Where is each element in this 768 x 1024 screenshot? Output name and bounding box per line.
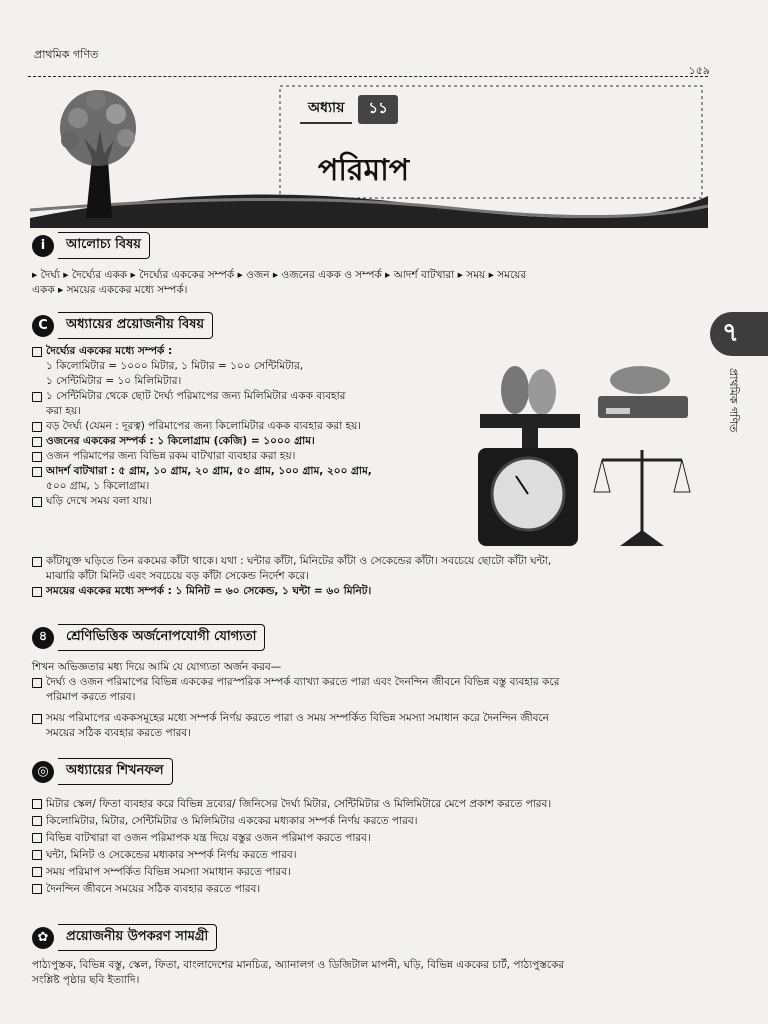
- chapter-number: ১১: [358, 95, 397, 124]
- checkbox-bullet-icon: [32, 452, 42, 462]
- list-item: বিভিন্ন বাটখারা বা ওজন পরিমাপক যন্ত্র দিয়ে বস্তুর ওজন পরিমাপ করতে পারব।: [32, 830, 722, 847]
- section-title: অধ্যায়ের শিখনফল: [58, 758, 173, 785]
- section-materials-heading: [32, 924, 217, 951]
- list-item: ১ সেন্টিমিটার থেকে ছোট দৈর্ঘ্য পরিমাপের জন্য মিলিমিটার একক ব্যবহার: [32, 389, 462, 404]
- papaya-icon: [501, 366, 529, 414]
- weighing-scales-illustration: [470, 360, 700, 550]
- list-item: বড় দৈর্ঘ্য (যেমন : দূরত্ব) পরিমাপের জন্য কিলোমিটার একক ব্যবহার করা হয়।: [32, 419, 462, 434]
- section-outcomes-heading: [32, 758, 173, 785]
- topics-list: [32, 268, 712, 298]
- list-item: ওজন পরিমাপের জন্য বিভিন্ন রকম বাটখারা ব্যবহার করা হয়।: [32, 449, 462, 464]
- chapter-title: পরিমাপ: [318, 153, 410, 188]
- running-title: প্রাথমিক গণিত: [34, 48, 99, 61]
- required-list: [32, 344, 462, 509]
- list-item: মাঝারি কাঁটা মিনিট এবং সবচেয়ে বড় কাঁটা সেকেন্ড নির্দেশ করে।: [46, 570, 310, 582]
- pineapple-icon: [610, 366, 670, 394]
- chapter-word: অধ্যায়: [300, 94, 352, 124]
- checkbox-bullet-icon: [32, 714, 42, 724]
- competency-intro: শিখন অভিজ্ঞতার মধ্য দিয়ে আমি যে যোগ্যতা অর্জন করব—: [32, 661, 282, 673]
- side-tab-label: প্রাথমিক গণিত: [727, 368, 740, 433]
- list-item: দৈর্ঘ্য ও ওজন পরিমাপের বিভিন্ন এককের পারস্পরিক সম্পর্ক ব্যাখ্যা করতে পারা এবং দৈনন্দিন জীবনে বিভিন্ন বস্তু ব্যবহার করে: [32, 675, 722, 690]
- checkbox-bullet-icon: [32, 587, 42, 597]
- section-topics-heading: [32, 232, 150, 259]
- checkbox-bullet-icon: [32, 850, 42, 860]
- checkbox-bullet-icon: [32, 392, 42, 402]
- checkbox-bullet-icon: [32, 497, 42, 507]
- section-title: প্রয়োজনীয় উপকরণ সামগ্রী: [58, 924, 217, 951]
- list-item: কিলোমিটার, মিটার, সেন্টিমিটার ও মিলিমিটার এককের মধ্যকার সম্পর্ক নির্ণয় করতে পারব।: [32, 813, 722, 830]
- header-rule: [28, 76, 708, 77]
- section-required-heading: [32, 312, 213, 339]
- tools-icon: ✿: [32, 927, 54, 949]
- checkbox-bullet-icon: [32, 884, 42, 894]
- checkbox-bullet-icon: [32, 437, 42, 447]
- list-item: ঘন্টা, মিনিট ও সেকেন্ডের মধ্যকার সম্পর্ক নির্ণয় করতে পারব।: [32, 847, 722, 864]
- c-icon: C: [32, 315, 54, 337]
- list-item: সময় পরিমাপ সম্পর্কিত বিভিন্ন সমস্যা সমাধান করতে পারব।: [32, 864, 722, 881]
- list-item: ৫০০ গ্রাম, ১ কিলোগ্রাম।: [46, 480, 150, 492]
- page-number: ১৫৯: [688, 64, 710, 77]
- section-title: অধ্যায়ের প্রয়োজনীয় বিষয়: [58, 312, 213, 339]
- list-item: সময় পরিমাপের এককসমূহের মধ্যে সম্পর্ক নির্ণয় করতে পারা ও সময় সম্পর্কিত বিভিন্ন সমস্যা সমাধান করে দৈনন্দিন জীবনে: [32, 711, 722, 726]
- competency-list: [32, 660, 722, 741]
- list-item: ১ কিলোমিটার = ১০০০ মিটার, ১ মিটার = ১০০ সেন্টিমিটার,: [46, 360, 304, 372]
- list-item: ওজনের এককের সম্পর্ক : ১ কিলোগ্রাম (কেজি) = ১০০০ গ্রাম।: [32, 434, 462, 449]
- list-item: পরিমাপ করতে পারব।: [46, 691, 136, 703]
- list-item: দৈনন্দিন জীবনে সময়ের সঠিক ব্যবহার করতে পারব।: [32, 881, 722, 898]
- section-title: শ্রেণিভিত্তিক অর্জনোপযোগী যোগ্যতা: [58, 624, 265, 651]
- section-title: আলোচ্য বিষয়: [58, 232, 150, 259]
- list-item: করা হয়।: [46, 405, 81, 417]
- list-item: ঘড়ি দেখে সময় বলা যায়।: [32, 494, 462, 509]
- section-competency-heading: [32, 624, 265, 651]
- list-item: ১ সেন্টিমিটার = ১০ মিলিমিটার।: [46, 375, 182, 387]
- chapter-side-tab: ৭: [710, 312, 768, 356]
- checkbox-bullet-icon: [32, 799, 42, 809]
- materials-text: [32, 958, 722, 988]
- checkbox-bullet-icon: [32, 467, 42, 477]
- list-item: সময়ের এককের মধ্যে সম্পর্ক : ১ মিনিট = ৬০ সেকেন্ড, ১ ঘন্টা = ৬০ মিনিট।: [32, 584, 722, 599]
- materials-line: পাঠ্যপুস্তক, বিভিন্ন বস্তু, স্কেল, ফিতা, বাংলাদেশের মানচিত্র, অ্যানালগ ও ডিজিটাল মাপনী, ঘড়ি, বিভিন্ন এককের চার্ট, পাঠ্যপুস্তকের: [32, 959, 565, 971]
- materials-line: সংশ্লিষ্ট পৃষ্ঠার ছবি ইত্যাদি।: [32, 974, 140, 986]
- checkbox-bullet-icon: [32, 816, 42, 826]
- topics-line: একক ▸ সময়ের এককের মধ্যে সম্পর্ক।: [32, 284, 188, 296]
- digital-scale-icon: [598, 396, 688, 418]
- target-icon: ◎: [32, 761, 54, 783]
- checkbox-bullet-icon: [32, 347, 42, 357]
- checkbox-bullet-icon: [32, 833, 42, 843]
- checkbox-bullet-icon: [32, 557, 42, 567]
- papaya-icon: [528, 369, 556, 415]
- list-item: দৈর্ঘ্যের এককের মধ্যে সম্পর্ক :: [32, 344, 462, 359]
- list-item: আদর্শ বাটখারা : ৫ গ্রাম, ১০ গ্রাম, ২০ গ্রাম, ৫০ গ্রাম, ১০০ গ্রাম, ২০০ গ্রাম,: [32, 464, 462, 479]
- required-list-continued: [32, 554, 722, 599]
- checkbox-bullet-icon: [32, 422, 42, 432]
- checkbox-bullet-icon: [32, 867, 42, 877]
- chapter-label: [300, 94, 398, 124]
- outcomes-list: [32, 796, 722, 898]
- checkbox-bullet-icon: [32, 678, 42, 688]
- list-item: মিটার স্কেল/ ফিতা ব্যবহার করে বিভিন্ন দ্রব্যের/ জিনিসের দৈর্ঘ্য মিটার, সেন্টিমিটার ও মিলিমিটারে মেপে প্রকাশ করতে পারব।: [32, 796, 722, 813]
- topics-line: ▸ দৈর্ঘ্য ▸ দৈর্ঘ্যের একক ▸ দৈর্ঘ্যের এককের সম্পর্ক ▸ ওজন ▸ ওজনের একক ও সম্পর্ক ▸ আদর্শ বাটখারা ▸ সময় ▸ সময়ের: [32, 269, 527, 281]
- list-item: কাঁটাযুক্ত ঘড়িতে তিন রকমের কাঁটা থাকে। যথা : ঘন্টার কাঁটা, মিনিটের কাঁটা ও সেকেন্ডের কাঁটা। সবচেয়ে ছোটো কাঁটা ঘন্টা,: [32, 554, 722, 569]
- competency-icon: ৪: [32, 627, 54, 649]
- list-item: সময়ের সঠিক ব্যবহার করতে পারব।: [46, 727, 192, 739]
- info-icon: i: [32, 235, 54, 257]
